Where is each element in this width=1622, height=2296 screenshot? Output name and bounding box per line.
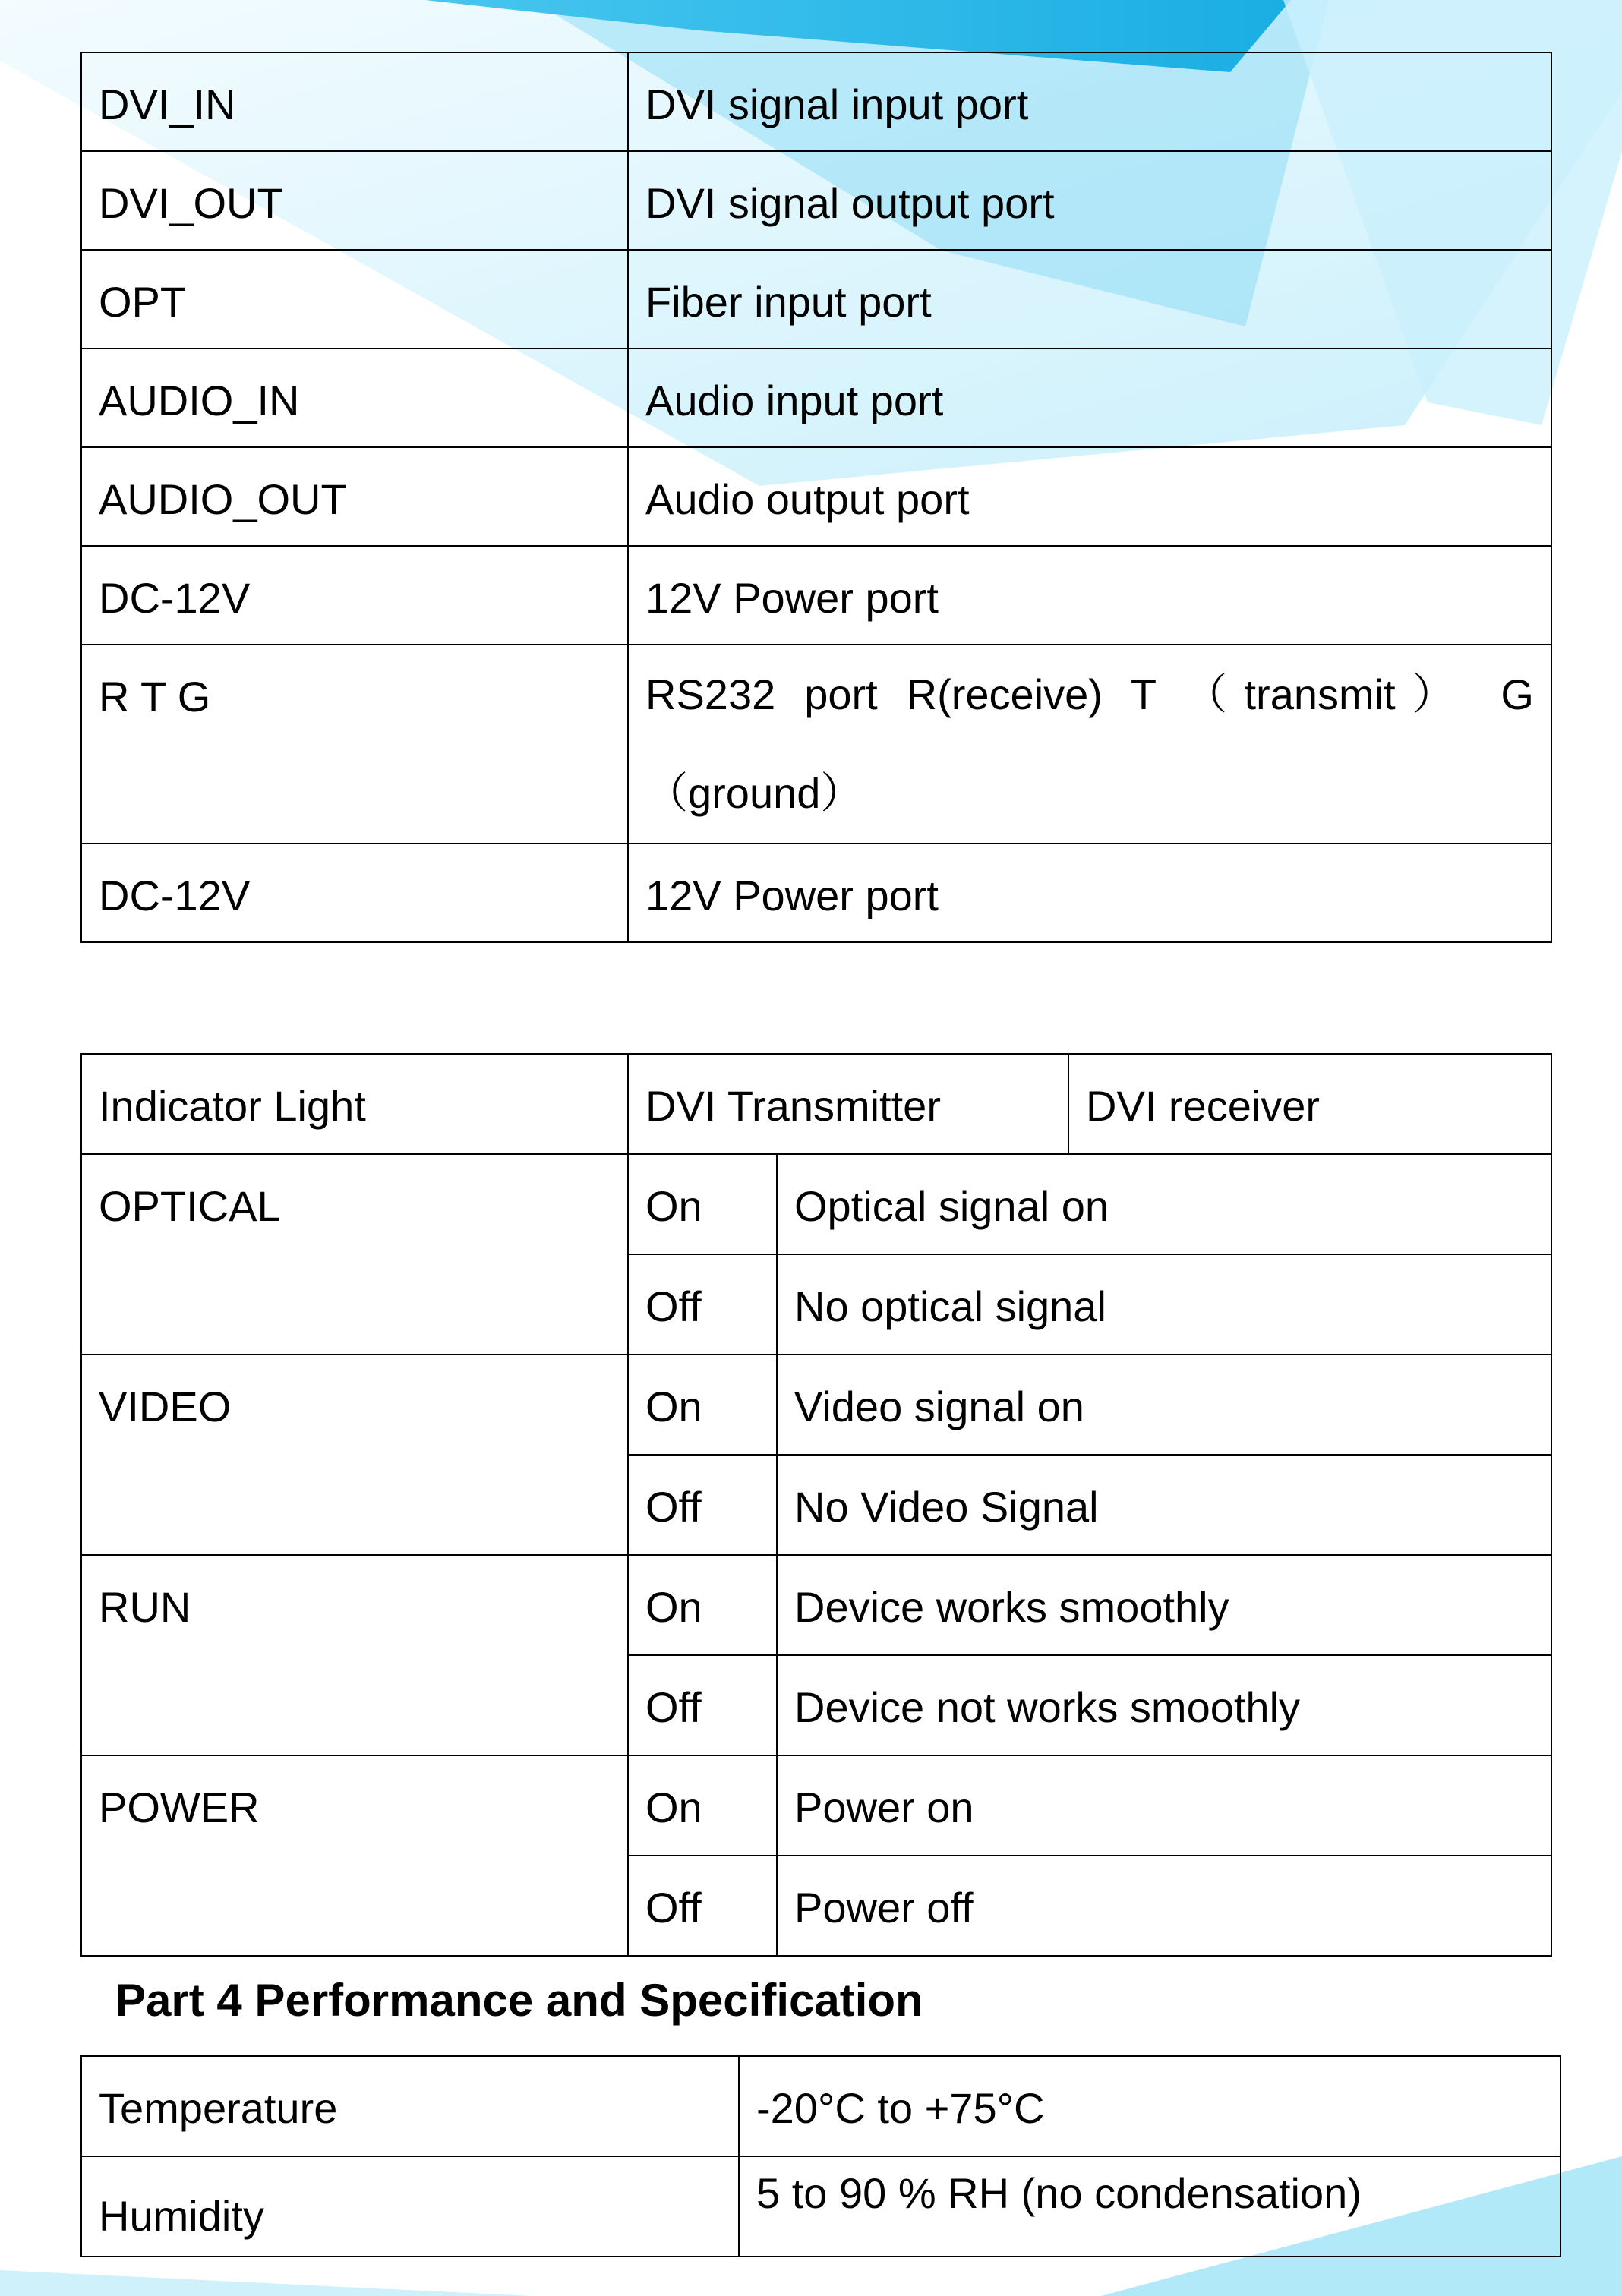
table-row — [81, 348, 1551, 447]
table-row — [81, 1154, 1551, 1254]
light-state: On — [628, 1755, 777, 1856]
table-row — [81, 844, 1551, 942]
light-state: Off — [628, 1856, 777, 1956]
table-row — [81, 1555, 1551, 1655]
light-name: VIDEO — [81, 1355, 628, 1555]
port-name: DVI_OUT — [81, 151, 628, 250]
port-description: Fiber input port — [628, 250, 1551, 348]
table-row — [81, 52, 1551, 151]
section-title: Part 4 Performance and Specification — [115, 1975, 923, 2026]
light-state: Off — [628, 1655, 777, 1755]
light-meaning: Power off — [777, 1856, 1551, 1956]
port-description: 12V Power port — [628, 844, 1551, 942]
light-meaning: Power on — [777, 1755, 1551, 1856]
light-meaning: Device not works smoothly — [777, 1655, 1551, 1755]
port-name: OPT — [81, 250, 628, 348]
bg-shape-bottom-left — [0, 2270, 532, 2296]
table-row — [81, 645, 1551, 844]
table-row — [81, 250, 1551, 348]
ports-table — [80, 52, 1552, 943]
port-description — [628, 645, 1551, 844]
table-row — [81, 151, 1551, 250]
header-dvi-receiver: DVI receiver — [1068, 1054, 1551, 1154]
spec-label: Humidity — [81, 2156, 739, 2257]
spec-value: 5 to 90 % RH (no condensation) — [739, 2156, 1560, 2257]
light-state: Off — [628, 1455, 777, 1555]
spec-table — [80, 2055, 1561, 2257]
port-description: DVI signal output port — [628, 151, 1551, 250]
light-name: RUN — [81, 1555, 628, 1755]
port-name: DC-12V — [81, 844, 628, 942]
light-meaning: Device works smoothly — [777, 1555, 1551, 1655]
indicator-table — [80, 1053, 1552, 1957]
table-row — [81, 2056, 1560, 2156]
light-meaning: No Video Signal — [777, 1455, 1551, 1555]
header-indicator-light: Indicator Light — [81, 1054, 628, 1154]
light-state: On — [628, 1355, 777, 1455]
port-name: DC-12V — [81, 546, 628, 645]
port-name: DVI_IN — [81, 52, 628, 151]
light-meaning: Optical signal on — [777, 1154, 1551, 1254]
light-state: On — [628, 1555, 777, 1655]
spec-value: -20°C to +75°C — [739, 2056, 1560, 2156]
light-name: POWER — [81, 1755, 628, 1956]
table-row — [81, 447, 1551, 546]
light-state: Off — [628, 1254, 777, 1355]
spec-label: Temperature — [81, 2056, 739, 2156]
port-description: 12V Power port — [628, 546, 1551, 645]
header-dvi-transmitter: DVI Transmitter — [628, 1054, 1068, 1154]
light-meaning: Video signal on — [777, 1355, 1551, 1455]
table-row — [81, 1355, 1551, 1455]
light-meaning: No optical signal — [777, 1254, 1551, 1355]
table-header-row — [81, 1054, 1551, 1154]
table-row — [81, 1755, 1551, 1856]
rs232-description: RS232 port R(receive) T （transmit） G （ground） — [645, 670, 1534, 817]
port-description: Audio output port — [628, 447, 1551, 546]
port-description: Audio input port — [628, 348, 1551, 447]
port-name: AUDIO_IN — [81, 348, 628, 447]
table-row — [81, 546, 1551, 645]
light-name: OPTICAL — [81, 1154, 628, 1355]
port-description: DVI signal input port — [628, 52, 1551, 151]
port-name: AUDIO_OUT — [81, 447, 628, 546]
port-name: R T G — [81, 645, 628, 844]
table-row — [81, 2156, 1560, 2257]
light-state: On — [628, 1154, 777, 1254]
